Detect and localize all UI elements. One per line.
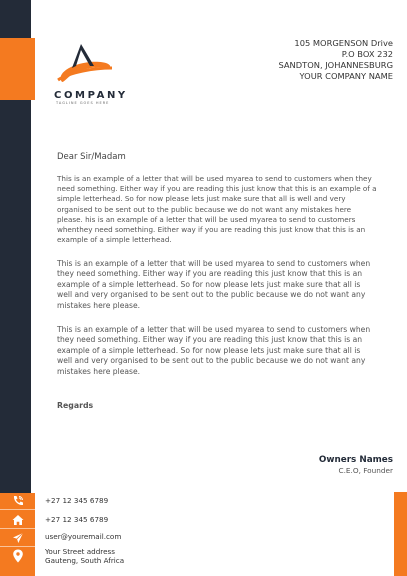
letter-greeting: Dear Sir/Madam	[57, 152, 126, 162]
contact-address-line-1: Your Street address	[45, 547, 115, 556]
address-line: P.O BOX 232	[341, 49, 393, 59]
address-line: 105 MORGENSON Drive	[294, 38, 393, 48]
contact-address-line-2: Gauteng, South Africa	[45, 556, 125, 565]
contact-address-row	[0, 547, 200, 567]
phone-icon	[0, 492, 35, 510]
letter-regards: Regards	[57, 401, 94, 410]
address-line: YOUR COMPANY NAME	[299, 71, 393, 81]
address-line: SANDTON, JOHANNESBURG	[278, 60, 393, 70]
company-name: COMPANY	[54, 90, 128, 101]
right-accent-bar	[394, 492, 407, 576]
letter-paragraph-1: This is an example of a letter that will be used myarea to send to customers when they need something. Either way if you are reading this just know that this is an example of a simple letterhead. So for now please lets just make sure that all is well and very organised to be sent out to the public because we do not want any mistakes here please. his is an example of a letter that will be used myarea to send to customers whenthey need something. Either way if you are reading this just know that this is an example of a simple letterhead.	[57, 174, 377, 245]
home-icon	[0, 511, 35, 529]
letter-paragraph-2: This is an example of a letter that will be used myarea to send to customers when they need something. Either way if you are reading this just know that this is an example of a simple letterhead. So for now please lets just make sure that all is well and very organised to be sent out to the public because we do not want any mistakes here please.	[57, 259, 371, 310]
top-accent-block	[0, 38, 35, 100]
signer-name: Owners Names	[318, 455, 393, 465]
location-pin-icon	[0, 547, 35, 565]
contact-divider	[0, 509, 35, 510]
sender-address	[278, 38, 393, 82]
company-tagline: TAGLINE GOES HERE	[56, 101, 110, 105]
signer-title: C.E.O, Founder	[338, 466, 393, 475]
send-icon	[0, 529, 35, 547]
letter-paragraph-3: This is an example of a letter that will be used myarea to send to customers when they need something. Either way if you are reading this just know that this is an example of a simple letterhead. So for now please lets just make sure that all is well and very organised to be sent out to the public because we do not want any mistakes here please.	[57, 325, 371, 376]
contact-home-text: +27 12 345 6789	[45, 515, 109, 524]
contact-phone-text: +27 12 345 6789	[45, 496, 109, 505]
contact-email-text[interactable]: user@youremail.com	[45, 532, 122, 541]
